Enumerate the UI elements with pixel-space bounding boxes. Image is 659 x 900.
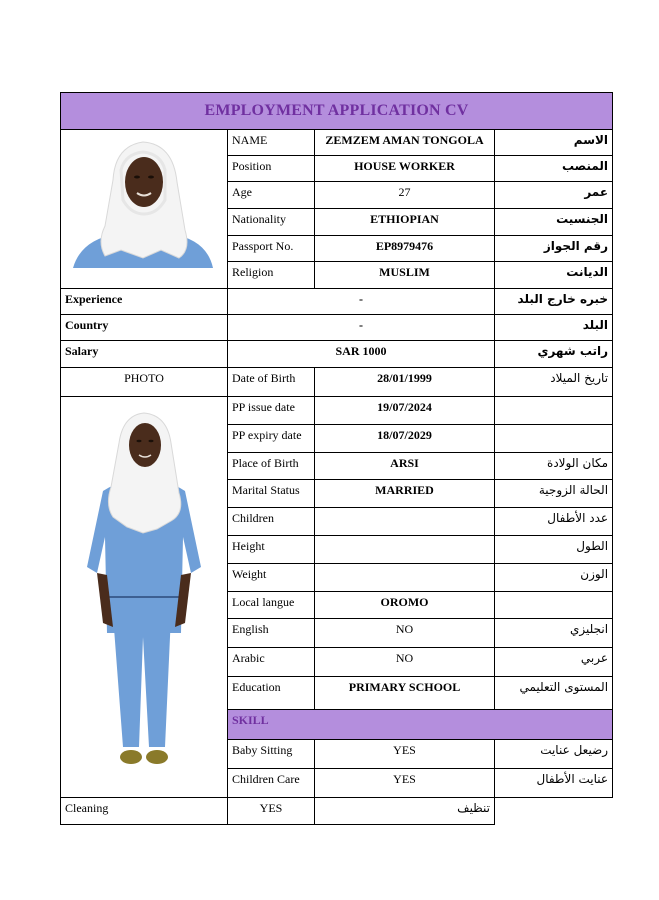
skill-cleaning-label: Cleaning bbox=[61, 798, 228, 825]
local-language-arabic-label bbox=[495, 591, 613, 619]
passport-value: EP8979476 bbox=[315, 236, 495, 262]
weight-value bbox=[315, 563, 495, 591]
nationality-arabic-label: الجنسيت bbox=[495, 209, 613, 236]
dob-label: Date of Birth bbox=[228, 368, 315, 397]
skill-row bbox=[61, 798, 613, 825]
salary-row bbox=[61, 341, 613, 368]
nationality-value: ETHIOPIAN bbox=[315, 209, 495, 236]
weight-arabic-label: الوزن bbox=[495, 563, 613, 591]
headshot-photo-cell bbox=[61, 130, 228, 289]
skill-cleaning-value: YES bbox=[228, 798, 315, 825]
skill-children-care-label: Children Care bbox=[228, 769, 315, 798]
pp-issue-value: 19/07/2024 bbox=[315, 397, 495, 425]
country-value: - bbox=[228, 315, 495, 341]
place-of-birth-arabic-label: مكان الولادة bbox=[495, 452, 613, 480]
salary-arabic-label: راتب شهري bbox=[495, 341, 613, 368]
age-value: 27 bbox=[315, 182, 495, 209]
name-arabic-label: الاسم bbox=[495, 130, 613, 156]
full-body-photo bbox=[61, 397, 227, 797]
skill-children-care-arabic-label: عنايت الأطفال bbox=[495, 769, 613, 798]
country-row bbox=[61, 315, 613, 341]
pp-issue-arabic-label bbox=[495, 397, 613, 425]
place-of-birth-value: ARSI bbox=[315, 452, 495, 480]
children-label: Children bbox=[228, 508, 315, 536]
experience-value: - bbox=[228, 289, 495, 315]
education-value: PRIMARY SCHOOL bbox=[315, 677, 495, 710]
marital-status-arabic-label: الحالة الزوجية bbox=[495, 480, 613, 508]
local-language-label: Local langue bbox=[228, 591, 315, 619]
pp-issue-label: PP issue date bbox=[228, 397, 315, 425]
religion-label: Religion bbox=[228, 262, 315, 289]
local-language-value: OROMO bbox=[315, 591, 495, 619]
dob-value: 28/01/1999 bbox=[315, 368, 495, 397]
arabic-value: NO bbox=[315, 648, 495, 677]
english-arabic-label: انجليزي bbox=[495, 619, 613, 648]
position-value: HOUSE WORKER bbox=[315, 156, 495, 182]
title-cell bbox=[61, 93, 613, 130]
name-value: ZEMZEM AMAN TONGOLA bbox=[315, 130, 495, 156]
experience-row bbox=[61, 289, 613, 315]
english-value: NO bbox=[315, 619, 495, 648]
place-of-birth-label: Place of Birth bbox=[228, 452, 315, 480]
pp-expiry-value: 18/07/2029 bbox=[315, 424, 495, 452]
salary-value: SAR 1000 bbox=[228, 341, 495, 368]
experience-arabic-label: خبره خارج البلد bbox=[495, 289, 613, 315]
title-row bbox=[61, 93, 613, 130]
detail-row bbox=[61, 368, 613, 397]
age-arabic-label: عمر bbox=[495, 182, 613, 209]
position-label: Position bbox=[228, 156, 315, 182]
position-arabic-label: المنصب bbox=[495, 156, 613, 182]
personal-row bbox=[61, 130, 613, 156]
weight-label: Weight bbox=[228, 563, 315, 591]
experience-label: Experience bbox=[61, 289, 228, 315]
detail-row bbox=[61, 397, 613, 425]
pp-expiry-label: PP expiry date bbox=[228, 424, 315, 452]
skill-header: SKILL bbox=[228, 710, 613, 740]
country-arabic-label: البلد bbox=[495, 315, 613, 341]
height-label: Height bbox=[228, 535, 315, 563]
height-arabic-label: الطول bbox=[495, 535, 613, 563]
marital-status-value: MARRIED bbox=[315, 480, 495, 508]
height-value bbox=[315, 535, 495, 563]
skill-cleaning-arabic-label: تنظيف bbox=[315, 798, 495, 825]
cv-document bbox=[60, 92, 612, 825]
dob-arabic-label: تاريخ الميلاد bbox=[495, 368, 613, 397]
skill-baby-sitting-value: YES bbox=[315, 740, 495, 769]
passport-label: Passport No. bbox=[228, 236, 315, 262]
nationality-label: Nationality bbox=[228, 209, 315, 236]
photo-label: PHOTO bbox=[61, 368, 228, 397]
arabic-arabic-label: عربي bbox=[495, 648, 613, 677]
name-label: NAME bbox=[228, 130, 315, 156]
pp-expiry-arabic-label bbox=[495, 424, 613, 452]
age-label: Age bbox=[228, 182, 315, 209]
skill-baby-sitting-arabic-label: رضيعل عنايت bbox=[495, 740, 613, 769]
arabic-label: Arabic bbox=[228, 648, 315, 677]
education-label: Education bbox=[228, 677, 315, 710]
religion-value: MUSLIM bbox=[315, 262, 495, 289]
marital-status-label: Marital Status bbox=[228, 480, 315, 508]
full-body-photo-cell bbox=[61, 397, 228, 798]
salary-label: Salary bbox=[61, 341, 228, 368]
religion-arabic-label: الديانت bbox=[495, 262, 613, 289]
education-arabic-label: المستوى التعليمي bbox=[495, 677, 613, 710]
passport-arabic-label: رقم الجواز bbox=[495, 236, 613, 262]
headshot-photo bbox=[61, 130, 227, 288]
cv-table bbox=[60, 92, 613, 825]
english-label: English bbox=[228, 619, 315, 648]
document-title: EMPLOYMENT APPLICATION CV bbox=[204, 102, 469, 119]
children-arabic-label: عدد الأطفال bbox=[495, 508, 613, 536]
country-label: Country bbox=[61, 315, 228, 341]
skill-children-care-value: YES bbox=[315, 769, 495, 798]
skill-baby-sitting-label: Baby Sitting bbox=[228, 740, 315, 769]
children-value bbox=[315, 508, 495, 536]
